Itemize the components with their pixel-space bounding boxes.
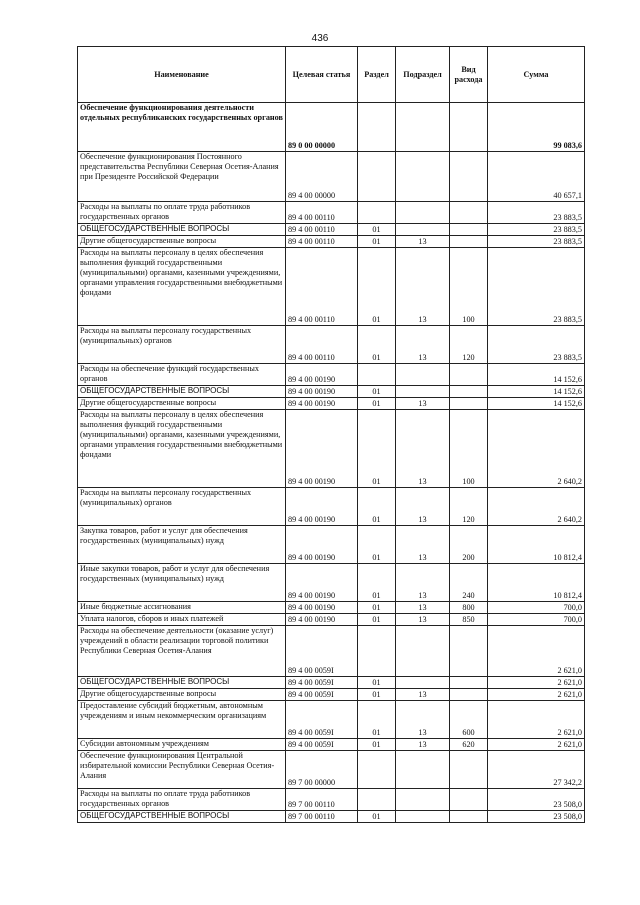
table-cell-amount: 23 508,0 [488,811,585,823]
table-cell-type [450,626,488,677]
table-cell-subsection: 13 [396,248,450,326]
table-cell-code: 89 4 00 00110 [286,202,358,224]
table-cell-section [358,789,396,811]
table-cell-code: 89 4 00 00190 [286,602,358,614]
table-cell-subsection: 13 [396,236,450,248]
table-cell-type: 850 [450,614,488,626]
table-cell-type: 120 [450,488,488,526]
table-cell-code: 89 4 00 00190 [286,410,358,488]
table-cell-subsection [396,224,450,236]
table-cell-subsection: 13 [396,398,450,410]
table-cell-name: Обеспечение функционирования Центральной избирательной комиссии Республики Северная Осетия-Алания [78,751,286,789]
table-cell-type [450,677,488,689]
table-cell-type: 240 [450,564,488,602]
table-row [78,526,585,564]
table-cell-type [450,386,488,398]
table-row [78,564,585,602]
table-cell-subsection: 13 [396,410,450,488]
table-cell-name: Иные бюджетные ассигнования [78,602,286,614]
table-row [78,364,585,386]
table-cell-type [450,689,488,701]
table-cell-name: ОБЩЕГОСУДАРСТВЕННЫЕ ВОПРОСЫ [78,386,286,398]
table-cell-code: 89 4 00 00190 [286,526,358,564]
table-cell-subsection [396,152,450,202]
table-cell-name: Иные закупки товаров, работ и услуг для обеспечения государственных (муниципальных) нужд [78,564,286,602]
table-cell-type: 200 [450,526,488,564]
table-cell-code: 89 4 00 00110 [286,224,358,236]
table-cell-name: Другие общегосударственные вопросы [78,689,286,701]
table-cell-amount: 14 152,6 [488,398,585,410]
table-cell-amount: 2 621,0 [488,701,585,739]
table-cell-code: 89 0 00 00000 [286,103,358,152]
table-cell-section [358,152,396,202]
table-cell-subsection: 13 [396,701,450,739]
table-cell-amount: 700,0 [488,602,585,614]
table-cell-code: 89 4 00 0059I [286,626,358,677]
table-cell-subsection: 13 [396,739,450,751]
table-cell-section: 01 [358,614,396,626]
table-cell-subsection [396,103,450,152]
header-code: Целевая статья [286,47,358,103]
budget-table [77,46,585,823]
table-cell-section: 01 [358,398,396,410]
table-cell-name: Субсидии автономным учреждениям [78,739,286,751]
table-cell-code: 89 7 00 00110 [286,811,358,823]
table-cell-code: 89 4 00 00000 [286,152,358,202]
table-cell-name: Обеспечение функционирования Постоянного представительства Республики Северная Осетия-Алания при Президенте Российской Федерации [78,152,286,202]
table-cell-amount: 23 883,5 [488,224,585,236]
table-cell-subsection: 13 [396,326,450,364]
table-row [78,398,585,410]
table-cell-code: 89 4 00 0059I [286,701,358,739]
table-cell-name: ОБЩЕГОСУДАРСТВЕННЫЕ ВОПРОСЫ [78,677,286,689]
table-cell-amount: 40 657,1 [488,152,585,202]
table-cell-section: 01 [358,811,396,823]
table-cell-type [450,789,488,811]
table-cell-code: 89 7 00 00110 [286,789,358,811]
table-row [78,410,585,488]
table-cell-amount: 23 508,0 [488,789,585,811]
table-cell-amount: 10 812,4 [488,526,585,564]
table-cell-subsection [396,386,450,398]
table-cell-subsection: 13 [396,614,450,626]
table-cell-type: 600 [450,701,488,739]
table-cell-section: 01 [358,689,396,701]
table-row [78,701,585,739]
header-name: Наименование [78,47,286,103]
table-row [78,224,585,236]
table-cell-section: 01 [358,526,396,564]
table-row [78,602,585,614]
table-cell-code: 89 4 00 00110 [286,236,358,248]
table-cell-subsection [396,202,450,224]
header-subsection: Подраздел [396,47,450,103]
table-cell-code: 89 4 00 00190 [286,614,358,626]
table-cell-name: Закупка товаров, работ и услуг для обеспечения государственных (муниципальных) нужд [78,526,286,564]
table-cell-amount: 2 621,0 [488,626,585,677]
table-cell-name: Расходы на выплаты по оплате труда работников государственных органов [78,789,286,811]
table-cell-name: Расходы на обеспечение деятельности (оказание услуг) учреждений в области реализации торговой политики Республики Северная Осетия-Алания [78,626,286,677]
table-cell-subsection [396,789,450,811]
table-cell-section: 01 [358,602,396,614]
table-cell-amount: 2 640,2 [488,488,585,526]
table-cell-subsection: 13 [396,564,450,602]
table-row [78,739,585,751]
table-cell-section [358,626,396,677]
table-cell-subsection [396,364,450,386]
table-cell-type [450,103,488,152]
table-cell-section: 01 [358,677,396,689]
table-cell-name: Расходы на обеспечение функций государственных органов [78,364,286,386]
table-row [78,488,585,526]
table-cell-section: 01 [358,488,396,526]
table-cell-name: Расходы на выплаты персоналу в целях обеспечения выполнения функций государственными (муниципальными) органами, казенными учреждениями, органами управления государственными внебюджетными фондами [78,248,286,326]
table-cell-amount: 2 621,0 [488,739,585,751]
table-cell-code: 89 4 00 00110 [286,248,358,326]
table-row [78,152,585,202]
table-cell-type [450,224,488,236]
table-cell-name: Уплата налогов, сборов и иных платежей [78,614,286,626]
table-cell-code: 89 4 00 00190 [286,386,358,398]
table-cell-amount: 2 621,0 [488,689,585,701]
table-cell-name: Другие общегосударственные вопросы [78,236,286,248]
table-cell-name: ОБЩЕГОСУДАРСТВЕННЫЕ ВОПРОСЫ [78,224,286,236]
table-cell-type: 100 [450,248,488,326]
table-cell-type: 100 [450,410,488,488]
table-cell-subsection [396,811,450,823]
table-row [78,626,585,677]
table-cell-name: Другие общегосударственные вопросы [78,398,286,410]
table-cell-section [358,202,396,224]
table-cell-code: 89 4 00 0059I [286,677,358,689]
table-cell-section: 01 [358,410,396,488]
table-cell-type [450,751,488,789]
table-cell-name: Расходы на выплаты по оплате труда работников государственных органов [78,202,286,224]
table-row [78,614,585,626]
table-cell-section [358,103,396,152]
table-cell-amount: 2 640,2 [488,410,585,488]
table-cell-subsection: 13 [396,488,450,526]
table-cell-name: Расходы на выплаты персоналу государственных (муниципальных) органов [78,326,286,364]
table-cell-section: 01 [358,739,396,751]
table-cell-code: 89 4 00 00190 [286,564,358,602]
table-cell-section: 01 [358,224,396,236]
table-cell-type [450,152,488,202]
table-row [78,689,585,701]
table-cell-section [358,364,396,386]
table-cell-subsection [396,677,450,689]
table-cell-name: Обеспечение функционирования деятельности отдельных республиканских государственных органов [78,103,286,152]
table-cell-amount: 700,0 [488,614,585,626]
table-cell-type: 620 [450,739,488,751]
table-cell-amount: 23 883,5 [488,202,585,224]
table-cell-amount: 27 342,2 [488,751,585,789]
table-cell-name: Расходы на выплаты персоналу государственных (муниципальных) органов [78,488,286,526]
table-cell-code: 89 4 00 00190 [286,398,358,410]
table-cell-code: 89 4 00 00110 [286,326,358,364]
table-cell-section: 01 [358,701,396,739]
table-cell-section: 01 [358,248,396,326]
table-row [78,677,585,689]
table-row [78,202,585,224]
table-cell-section: 01 [358,564,396,602]
table-cell-section: 01 [358,326,396,364]
header-amount: Сумма [488,47,585,103]
table-row [78,248,585,326]
table-cell-section: 01 [358,236,396,248]
table-cell-amount: 14 152,6 [488,386,585,398]
table-cell-type [450,202,488,224]
table-cell-section: 01 [358,386,396,398]
table-cell-subsection: 13 [396,602,450,614]
header-section: Раздел [358,47,396,103]
table-cell-amount: 10 812,4 [488,564,585,602]
table-cell-amount: 14 152,6 [488,364,585,386]
table-cell-code: 89 4 00 0059I [286,689,358,701]
table-cell-name: Предоставление субсидий бюджетным, автономным учреждениям и иным некоммерческим организациям [78,701,286,739]
table-cell-code: 89 4 00 00190 [286,488,358,526]
table-header-row [78,47,585,103]
table-row [78,751,585,789]
table-cell-subsection: 13 [396,689,450,701]
page-number: 436 [311,33,329,44]
table-cell-section [358,751,396,789]
table-cell-type [450,236,488,248]
table-cell-type [450,398,488,410]
table-cell-amount: 23 883,5 [488,326,585,364]
table-row [78,811,585,823]
table-cell-type: 800 [450,602,488,614]
table-row [78,103,585,152]
table-cell-type [450,811,488,823]
table-cell-name: ОБЩЕГОСУДАРСТВЕННЫЕ ВОПРОСЫ [78,811,286,823]
table-cell-amount: 2 621,0 [488,677,585,689]
table-cell-code: 89 7 00 00000 [286,751,358,789]
table-cell-subsection [396,751,450,789]
table-cell-amount: 99 083,6 [488,103,585,152]
table-row [78,789,585,811]
table-cell-amount: 23 883,5 [488,248,585,326]
table-cell-name: Расходы на выплаты персоналу в целях обеспечения выполнения функций государственными (муниципальными) органами, казенными учреждениями, органами управления государственными внебюджетными фондами [78,410,286,488]
table-cell-code: 89 4 00 00190 [286,364,358,386]
table-row [78,386,585,398]
header-type: Вид расхода [450,47,488,103]
table-cell-subsection: 13 [396,526,450,564]
table-cell-type [450,364,488,386]
table-cell-code: 89 4 00 0059I [286,739,358,751]
table-row [78,236,585,248]
table-cell-type: 120 [450,326,488,364]
table-row [78,326,585,364]
table-cell-subsection [396,626,450,677]
table-cell-amount: 23 883,5 [488,236,585,248]
